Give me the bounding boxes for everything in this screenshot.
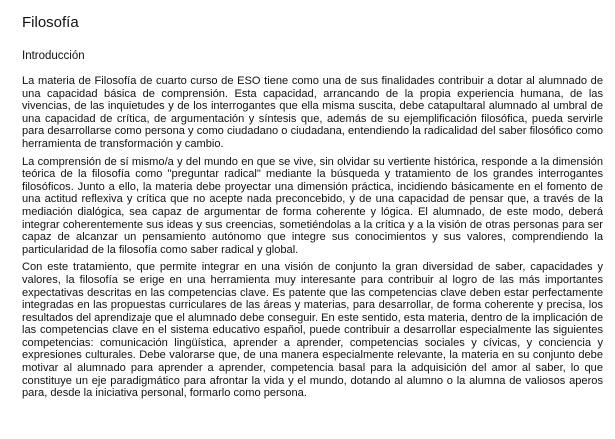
paragraph-2: La comprensión de sí mismo/a y del mundo en que se vive, sin olvidar su vertiente histórica, responde a la dimensión teórica de la filosofía como "preguntar radical" mediante la búsqueda y tratamiento de los grandes interrogantes filosóficos. Junto a ello, la materia debe proyectar una dimensión práctica, incidiendo básicamente en el fomento de una actitud reflexiva y crítica que no acepte nada preconcebido, y de una capacidad de pensar que, a través de la mediación dialógica, sea capaz de argumentar de forma coherente y lógica. El alumnado, de este modo, deberá integrar coherentemente sus ideas y sus creencias, sometiéndolas a la crítica y a la visión de otras personas para ser capaz de alcanzar un pensamiento autónomo que integre sus conocimientos y sus valores, comprendiendo la particularidad de la filosofía como saber radical y global. [22,155,603,256]
document-page [22,14,603,405]
paragraph-3: Con este tratamiento, que permite integrar en una visión de conjunto la gran diversidad de saber, capacidades y valores, la filosofía se erige en una herramienta muy interesante para contribuir al logro de las más importantes expectativas descritas en las competencias clave. Es patente que las competencias clave deben estar perfectamente integradas en las propuestas curriculares de las áreas y materias, para desarrollar, de forma coherente y precisa, los resultados del aprendizaje que el alumnado debe conseguir. En este sentido, esta materia, dentro de la implicación de las competencias clave en el sistema educativo español, puede contribuir a desarrollar especialmente las siguientes competencias: comunicación lingüística, aprender a aprender, competencias sociales y cívicas, y conciencia y expresiones culturales. Debe valorarse que, de una manera especialmente relevante, la materia en su conjunto debe motivar al alumnado para aprender a aprender, competencia basal para la adquisición del amor al saber, lo que constituye un eje paradigmático para afrontar la vida y el mundo, dotando al alumno o la alumna de valiosos aperos para, desde la iniciativa personal, formarlo como persona. [22,261,603,400]
paragraph-1: La materia de Filosofía de cuarto curso de ESO tiene como una de sus finalidades contribuir a dotar al alumnado de una capacidad básica de comprensión. Esta capacidad, arrancando de la propia experiencia humana, de las vivencias, de las inquietudes y de los interrogantes que ella misma suscita, debe catapultaral alumnado al umbral de una capacidad de crítica, de argumentación y síntesis que, además de su ejemplificación filosófica, pueda servirle para desarrollarse como persona y como ciudadano o ciudadana, entendiendo la radicalidad del saber filosófico como herramienta de transformación y cambio. [22,75,603,150]
document-title: Filosofía [22,14,79,31]
section-heading: Introducción [22,50,85,62]
